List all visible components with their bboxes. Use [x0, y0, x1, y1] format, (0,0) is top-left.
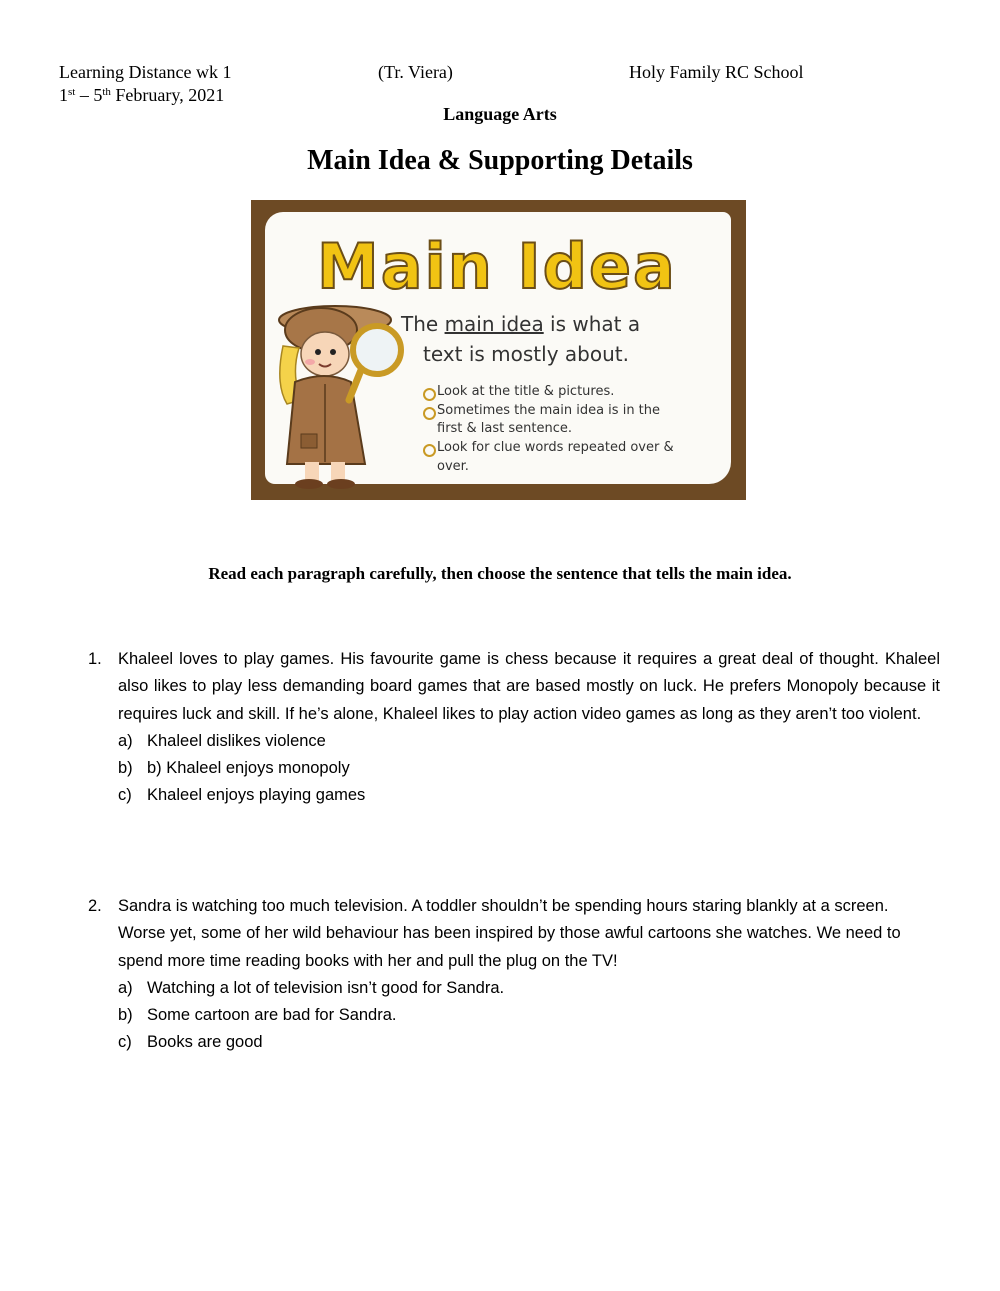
date-end: February, 2021	[110, 85, 225, 105]
def-prefix: The	[401, 312, 445, 336]
poster-panel	[265, 212, 731, 484]
instruction-text: Read each paragraph carefully, then choose the sentence that tells the main idea.	[208, 564, 792, 583]
answer-option-a[interactable]	[118, 975, 940, 1002]
option-text: Books are good	[147, 1033, 263, 1052]
option-letter: a)	[118, 731, 133, 750]
answer-option-b[interactable]	[118, 1002, 940, 1029]
option-text: b) Khaleel enjoys monopoly	[147, 759, 350, 778]
page-title: Main Idea & Supporting Details	[307, 145, 693, 176]
option-text: Khaleel dislikes violence	[147, 731, 326, 750]
question-1	[88, 646, 940, 810]
poster-definition-line2: text is mostly about.	[423, 342, 629, 366]
date-end-sup: th	[102, 86, 111, 98]
poster-heading: Main Idea	[317, 230, 677, 303]
poster-definition-line1	[401, 312, 640, 336]
option-text: Khaleel enjoys playing games	[147, 786, 366, 805]
option-text: Some cartoon are bad for Sandra.	[147, 1006, 397, 1025]
magnifier-bullet-icon	[423, 407, 436, 420]
magnifier-bullet-icon	[423, 388, 436, 401]
magnifier-bullet-icon	[423, 444, 436, 457]
main-idea-poster	[251, 200, 746, 500]
question-2	[88, 893, 940, 1057]
answer-option-b[interactable]	[118, 755, 940, 782]
header-teacher: (Tr. Viera)	[378, 62, 453, 82]
date-start-sup: st	[68, 86, 76, 98]
question-paragraph: Khaleel loves to play games. His favourite game is chess because it requires a great deal of thought. Khaleel also likes to play less demanding board games that are based mostly on luck. He prefers Monopoly because it requires luck and skill. If he’s alone, Khaleel likes to play action video games as long as they aren’t too violent.	[118, 650, 940, 723]
header-date	[59, 84, 224, 106]
answer-option-a[interactable]	[118, 728, 940, 755]
option-letter: a)	[118, 978, 133, 997]
poster-tip-2b: first & last sentence.	[437, 421, 573, 436]
header-school: Holy Family RC School	[629, 62, 804, 82]
def-underlined: main idea	[444, 312, 544, 336]
def-suffix: is what a	[543, 312, 641, 336]
option-letter: c)	[118, 786, 132, 805]
answer-option-c[interactable]	[118, 782, 940, 809]
option-text: Watching a lot of television isn’t good for Sandra.	[147, 978, 505, 997]
detective-girl-illustration	[265, 304, 405, 490]
header-course: Learning Distance wk 1	[59, 62, 232, 82]
question-number: 1.	[88, 650, 102, 668]
poster-tip-1: Look at the title & pictures.	[437, 384, 615, 399]
answer-option-c[interactable]	[118, 1029, 940, 1056]
poster-tip-3: Look for clue words repeated over &	[437, 440, 674, 455]
poster-tip-2: Sometimes the main idea is in the	[437, 403, 661, 418]
question-number: 2.	[88, 897, 102, 915]
date-start-num: 1	[59, 85, 68, 105]
subject-heading: Language Arts	[443, 104, 557, 124]
option-letter: c)	[118, 1033, 132, 1052]
date-mid: – 5	[75, 85, 103, 105]
option-letter: b)	[118, 759, 133, 778]
question-paragraph: Sandra is watching too much television. A toddler shouldn’t be spending hours staring blankly at a screen. Worse yet, some of her wild behaviour has been inspired by those awful cartoons she watches. We need to spend more time reading books with her and pull the plug on the TV!	[118, 897, 901, 970]
poster-tip-3b: over.	[437, 459, 469, 474]
option-letter: b)	[118, 1006, 133, 1025]
